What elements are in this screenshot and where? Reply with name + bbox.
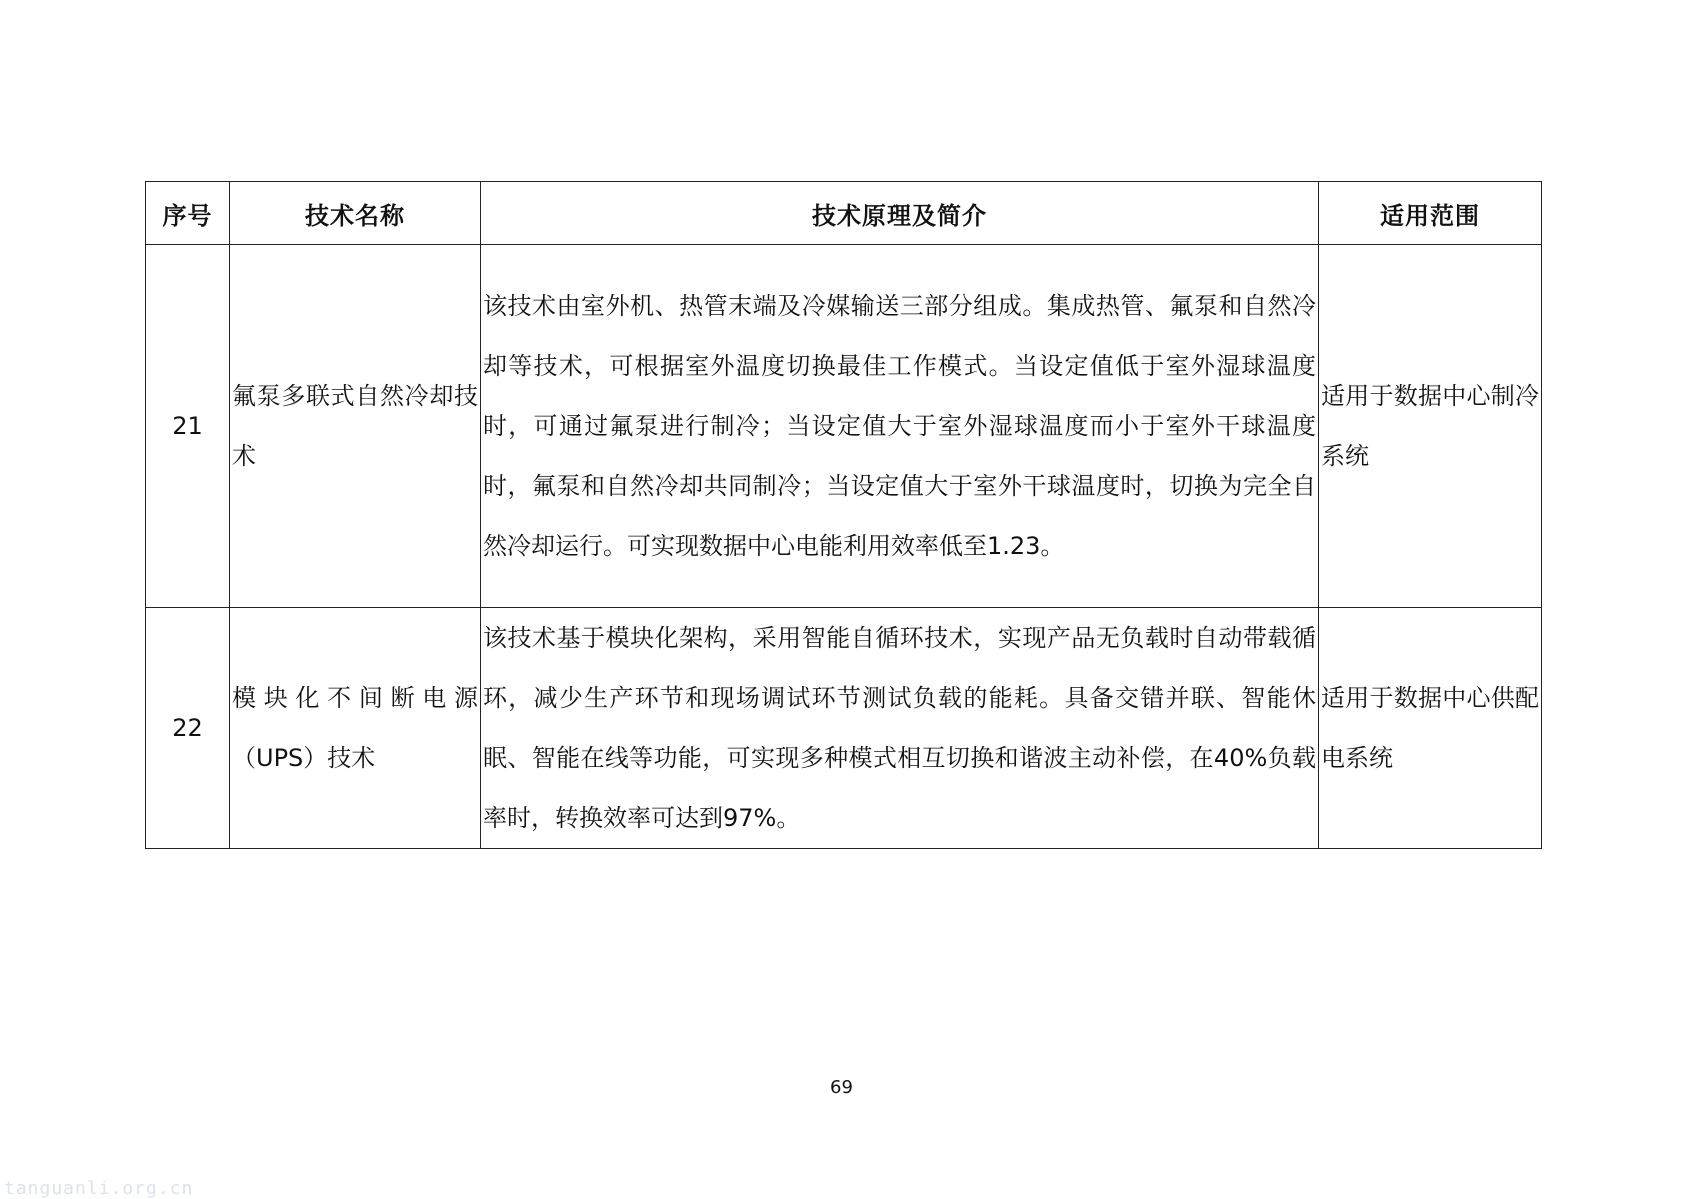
table-row: [146, 608, 1542, 849]
row-tech-intro: 该技术由室外机、热管末端及冷媒输送三部分组成。集成热管、氟泵和自然冷却等技术，可根据室外温度切换最佳工作模式。当设定值低于室外湿球温度时，可通过氟泵进行制冷；当设定值大于室外湿球温度而小于室外干球温度时，氟泵和自然冷却共同制冷；当设定值大于室外干球温度时，切换为完全自然冷却运行。可实现数据中心电能利用效率低至1.23。: [481, 245, 1319, 608]
row-tech-intro: 该技术基于模块化架构，采用智能自循环技术，实现产品无负载时自动带载循环，减少生产环节和现场调试环节测试负载的能耗。具备交错并联、智能休眠、智能在线等功能，可实现多种模式相互切换和谐波主动补偿，在40%负载率时，转换效率可达到97%。: [481, 608, 1319, 849]
row-seq: 22: [146, 608, 230, 849]
row-tech-name: 氟泵多联式自然冷却技术: [230, 245, 481, 608]
header-seq: 序号: [146, 182, 230, 245]
table-row: [146, 245, 1542, 608]
table-header-row: [146, 182, 1542, 245]
header-intro: 技术原理及简介: [481, 182, 1319, 245]
row-scope: 适用于数据中心供配电系统: [1319, 608, 1542, 849]
row-tech-name: 模块化不间断电源（UPS）技术: [230, 608, 481, 849]
header-name: 技术名称: [230, 182, 481, 245]
header-scope: 适用范围: [1319, 182, 1542, 245]
row-seq: 21: [146, 245, 230, 608]
technology-table: [145, 181, 1542, 849]
watermark: tanguanli.org.cn: [4, 1178, 194, 1199]
page-number: 69: [830, 1077, 853, 1098]
row-scope: 适用于数据中心制冷系统: [1319, 245, 1542, 608]
